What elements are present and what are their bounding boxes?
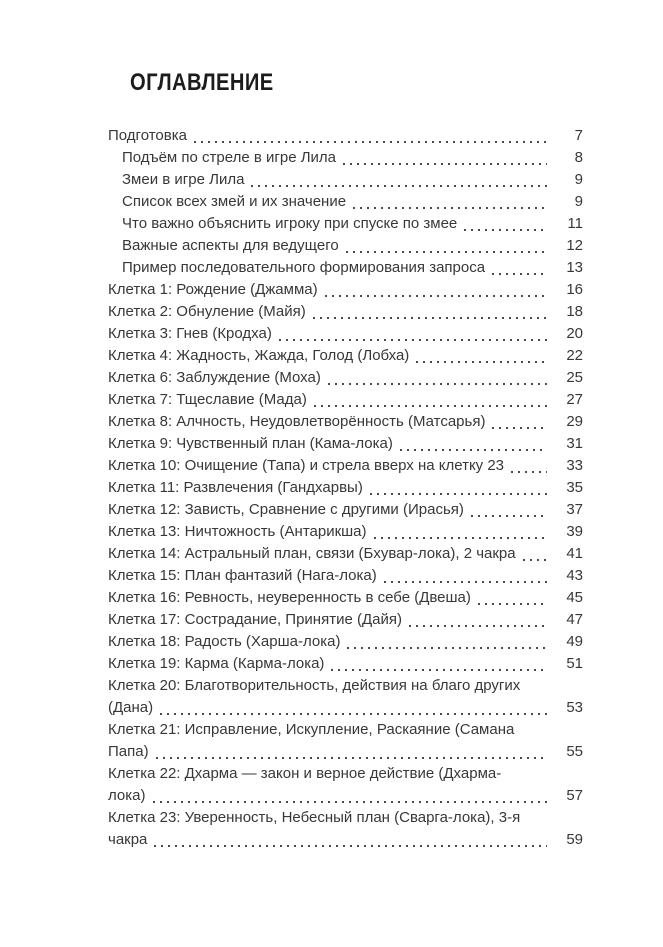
toc-entry-text: Клетка 22: Дхарма — закон и верное действие (Дхарма- (108, 765, 502, 782)
toc-page-number: 27 (566, 391, 583, 408)
toc-entry (108, 125, 583, 147)
toc-entry (108, 807, 583, 851)
toc-entry-text: Пример последовательного формирования запроса (122, 259, 486, 276)
toc-entry-row (122, 213, 583, 235)
toc-entry-row (108, 697, 583, 719)
dot-leader (343, 163, 547, 165)
toc-entry (108, 609, 583, 631)
toc-entry-row (108, 367, 583, 389)
dot-leader (314, 405, 547, 407)
toc-page-number: 20 (566, 325, 583, 342)
toc-entry-row (108, 829, 583, 851)
toc-entry-text: Клетка 10: Очищение (Тапа) и стрела вверх на клетку 23 (108, 457, 505, 474)
toc-page-number: 18 (566, 303, 583, 320)
dot-leader (325, 295, 547, 297)
dot-leader (156, 757, 547, 759)
dot-leader (279, 339, 547, 341)
toc-page-number: 8 (574, 149, 583, 166)
dot-leader (251, 185, 547, 187)
toc-entry (108, 213, 583, 235)
dot-leader (511, 471, 547, 473)
toc-entry (108, 477, 583, 499)
toc-entry-row (108, 411, 583, 433)
toc-entry-text: Клетка 23: Уверенность, Небесный план (Сварга-лока), 3-я (108, 809, 521, 826)
toc-page-number: 55 (566, 743, 583, 760)
toc-entry (108, 763, 583, 807)
dot-leader (471, 515, 547, 517)
toc-entry-text: чакра (108, 831, 148, 848)
toc-entry (108, 301, 583, 323)
toc-entry-row (108, 587, 583, 609)
toc-page-number: 39 (566, 523, 583, 540)
dot-leader (194, 141, 547, 143)
toc-entry-text: Клетка 21: Исправление, Искупление, Раскаяние (Самана (108, 721, 515, 738)
toc-entry-row (122, 235, 583, 257)
toc-entry-row (108, 389, 583, 411)
toc-entry-row (108, 785, 583, 807)
toc-entry (108, 323, 583, 345)
dot-leader (328, 383, 547, 385)
toc-entry-row (108, 631, 583, 653)
toc-page-number: 33 (566, 457, 583, 474)
table-of-contents (108, 125, 583, 851)
dot-leader (347, 647, 547, 649)
toc-entry-text: Клетка 13: Ничтожность (Антарикша) (108, 523, 367, 540)
dot-leader (370, 493, 547, 495)
toc-page-number: 41 (566, 545, 583, 562)
toc-entry (108, 565, 583, 587)
toc-entry (108, 257, 583, 279)
toc-entry-text: Клетка 9: Чувственный план (Кама-лока) (108, 435, 393, 452)
dot-leader (400, 449, 547, 451)
toc-entry-text: Клетка 8: Алчность, Неудовлетворённость (Матсарья) (108, 413, 486, 430)
dot-leader (331, 669, 547, 671)
dot-leader (346, 251, 547, 253)
toc-entry-text: Клетка 16: Ревность, неуверенность в себе (Двеша) (108, 589, 471, 606)
toc-entry-text: Клетка 11: Развлечения (Гандхарвы) (108, 479, 363, 496)
toc-entry (108, 433, 583, 455)
dot-leader (160, 713, 547, 715)
toc-entry (108, 653, 583, 675)
toc-entry (108, 147, 583, 169)
toc-page-number: 43 (566, 567, 583, 584)
dot-leader (313, 317, 547, 319)
toc-page-number: 37 (566, 501, 583, 518)
toc-entry-row (108, 499, 583, 521)
toc-entry-row (108, 565, 583, 587)
toc-entry-row (108, 653, 583, 675)
toc-page-number: 25 (566, 369, 583, 386)
toc-entry (108, 455, 583, 477)
toc-entry (108, 521, 583, 543)
toc-entry (108, 279, 583, 301)
toc-entry-row (108, 741, 583, 763)
toc-entry-row (122, 191, 583, 213)
toc-entry (108, 169, 583, 191)
toc-entry-text: Список всех змей и их значение (122, 193, 347, 210)
toc-entry-text: Подъём по стреле в игре Лила (122, 149, 337, 166)
toc-page-number: 51 (566, 655, 583, 672)
dot-leader (478, 603, 547, 605)
toc-entry-text: Клетка 18: Радость (Харша-лока) (108, 633, 341, 650)
dot-leader (153, 801, 548, 803)
dot-leader (464, 229, 547, 231)
toc-entry (108, 543, 583, 565)
toc-page-number: 35 (566, 479, 583, 496)
toc-entry-row (108, 345, 583, 367)
toc-entry-text: Папа) (108, 743, 149, 760)
toc-page-number: 57 (566, 787, 583, 804)
dot-leader (523, 559, 547, 561)
toc-entry (108, 389, 583, 411)
toc-entry-text: (Дана) (108, 699, 154, 716)
toc-entry-text: лока) (108, 787, 146, 804)
toc-entry-row (108, 543, 583, 565)
dot-leader (492, 273, 547, 275)
toc-entry-row (108, 125, 583, 147)
toc-entry-text: Клетка 3: Гнев (Кродха) (108, 325, 272, 342)
dot-leader (416, 361, 547, 363)
toc-entry-row (108, 323, 583, 345)
toc-entry-text: Клетка 19: Карма (Карма-лока) (108, 655, 325, 672)
toc-entry (108, 345, 583, 367)
toc-page-number: 49 (566, 633, 583, 650)
toc-entry-text: Клетка 20: Благотворительность, действия на благо других (108, 677, 521, 694)
dot-leader (374, 537, 547, 539)
toc-entry-row (122, 147, 583, 169)
toc-page-number: 53 (566, 699, 583, 716)
toc-entry-text: Клетка 1: Рождение (Джамма) (108, 281, 318, 298)
toc-entry-row (108, 609, 583, 631)
toc-page-number: 59 (566, 831, 583, 848)
toc-entry-text: Клетка 12: Зависть, Сравнение с другими (Ирасья) (108, 501, 464, 518)
toc-entry (108, 631, 583, 653)
toc-entry-row (108, 455, 583, 477)
dot-leader (154, 845, 547, 847)
toc-entry-text: Клетка 17: Сострадание, Принятие (Дайя) (108, 611, 402, 628)
toc-page-number: 45 (566, 589, 583, 606)
toc-page-number: 7 (574, 127, 583, 144)
toc-entry-text: Важные аспекты для ведущего (122, 237, 339, 254)
toc-page-number: 22 (566, 347, 583, 364)
toc-entry (108, 675, 583, 719)
toc-page-number: 11 (567, 215, 583, 232)
toc-entry-text: Клетка 7: Тщеславие (Мада) (108, 391, 307, 408)
toc-entry (108, 235, 583, 257)
dot-leader (353, 207, 547, 209)
toc-page-number: 9 (574, 171, 583, 188)
toc-page-number: 9 (574, 193, 583, 210)
toc-entry-row (108, 433, 583, 455)
toc-page-number: 47 (566, 611, 583, 628)
toc-page-number: 29 (566, 413, 583, 430)
toc-entry-text: Клетка 14: Астральный план, связи (Бхувар-лока), 2 чакра (108, 545, 516, 562)
toc-entry-row (122, 257, 583, 279)
toc-entry-row (108, 279, 583, 301)
toc-entry-row (122, 169, 583, 191)
toc-entry-text: Подготовка (108, 127, 187, 144)
toc-entry-row (108, 301, 583, 323)
toc-entry-row (108, 521, 583, 543)
toc-entry (108, 719, 583, 763)
toc-entry-text: Клетка 15: План фантазий (Нага-лока) (108, 567, 377, 584)
toc-entry (108, 191, 583, 213)
page-title: ОГЛАВЛЕНИЕ (130, 69, 274, 96)
toc-entry-text: Клетка 4: Жадность, Жажда, Голод (Лобха) (108, 347, 410, 364)
dot-leader (384, 581, 547, 583)
toc-entry-text: Змеи в игре Лила (122, 171, 245, 188)
dot-leader (492, 427, 547, 429)
toc-entry (108, 587, 583, 609)
toc-entry-text: Клетка 6: Заблуждение (Моха) (108, 369, 321, 386)
toc-page-number: 31 (566, 435, 583, 452)
toc-entry (108, 367, 583, 389)
dot-leader (409, 625, 547, 627)
toc-entry-text: Что важно объяснить игроку при спуске по змее (122, 215, 458, 232)
toc-entry-row (108, 477, 583, 499)
toc-entry (108, 411, 583, 433)
toc-page-number: 12 (566, 237, 583, 254)
toc-entry (108, 499, 583, 521)
toc-page-number: 16 (566, 281, 583, 298)
toc-page-number: 13 (566, 259, 583, 276)
toc-entry-text: Клетка 2: Обнуление (Майя) (108, 303, 306, 320)
